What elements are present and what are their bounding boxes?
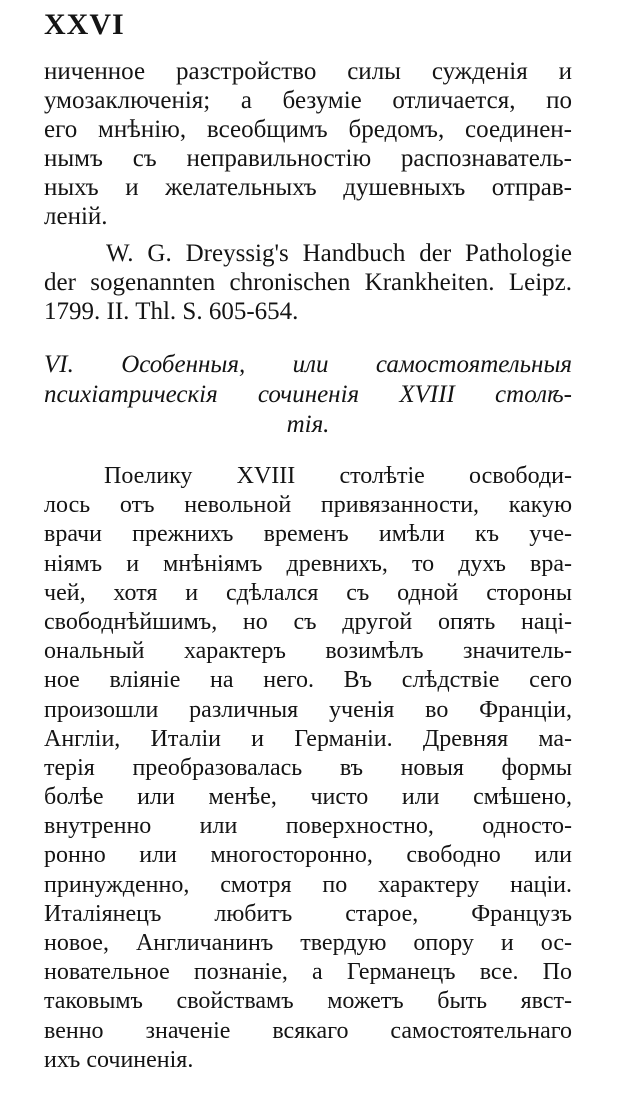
heading-line: психіатрическія сочиненія XVIII столѣ- bbox=[44, 381, 572, 408]
text-line: ныхъ и желательныхъ душевныхъ отправ- bbox=[44, 174, 572, 201]
top-paragraph bbox=[44, 57, 572, 231]
text-line: новое, Англичанинъ твердую опору и ос- bbox=[44, 930, 572, 956]
reference-citation bbox=[44, 239, 572, 326]
text-line: ное вліяніе на него. Въ слѣдствіе сего bbox=[44, 667, 572, 694]
text-line: чей, хотя и сдѣлался съ одной стороны bbox=[44, 579, 572, 606]
citation-line: W. G. Dreyssig's Handbuch der Pathologie bbox=[106, 240, 572, 267]
text-line: умозаключенія; а безуміе отличается, по bbox=[44, 87, 572, 114]
page-number: XXVI bbox=[44, 8, 125, 41]
text-line: новательное познаніе, а Германецъ все. По bbox=[44, 959, 572, 986]
text-line: Поелику XVIII столѣтіе освободи- bbox=[104, 463, 572, 489]
text-line: венно значеніе всякаго самостоятельнаго bbox=[44, 1017, 572, 1044]
citation-line: 1799. II. Thl. S. 605-654. bbox=[44, 298, 299, 325]
heading-line: тія. bbox=[286, 411, 330, 438]
text-line: произошли различныя ученія во Франціи, bbox=[44, 696, 572, 723]
heading-line: VI. Особенныя, или самостоятельныя bbox=[44, 351, 572, 378]
text-line: таковымъ свойствамъ можетъ быть явст- bbox=[44, 988, 572, 1015]
text-line: ніямъ и мнѣніямъ древнихъ, то духъ вра- bbox=[44, 550, 572, 577]
text-line: нымъ съ неправильностію распознаватель- bbox=[44, 145, 572, 172]
text-line: ниченное разстройство силы сужденія и bbox=[44, 58, 572, 85]
section-heading bbox=[44, 350, 572, 440]
text-line: болѣе или менѣе, чисто или смѣшено, bbox=[44, 784, 572, 811]
text-line: принужденно, смотря по характеру націи. bbox=[44, 871, 572, 898]
text-line: врачи прежнихъ временъ имѣли къ уче- bbox=[44, 521, 572, 548]
text-line: свободнѣйшимъ, но съ другой опять наці- bbox=[44, 608, 572, 635]
text-line: Англіи, Италіи и Германіи. Древняя ма- bbox=[44, 725, 572, 752]
text-line: Италіянецъ любитъ старое, Французъ bbox=[44, 900, 572, 927]
text-line: внутренно или поверхностно, односто- bbox=[44, 813, 572, 840]
text-line: ронно или многосторонно, свободно или bbox=[44, 842, 572, 869]
citation-line: der sogenannten chronischen Krankheiten. Leipz. bbox=[44, 269, 572, 296]
main-paragraph bbox=[44, 462, 572, 1075]
text-line: леній. bbox=[44, 203, 108, 230]
text-line: терія преобразовалась въ новыя формы bbox=[44, 754, 572, 781]
text-line: лось отъ невольной привязанности, какую bbox=[44, 492, 572, 519]
text-line: ихъ сочиненія. bbox=[44, 1046, 194, 1073]
text-line: ональный характеръ возимѣлъ значитель- bbox=[44, 638, 572, 665]
text-line: его мнѣнію, всеобщимъ бредомъ, соединен- bbox=[44, 116, 572, 143]
